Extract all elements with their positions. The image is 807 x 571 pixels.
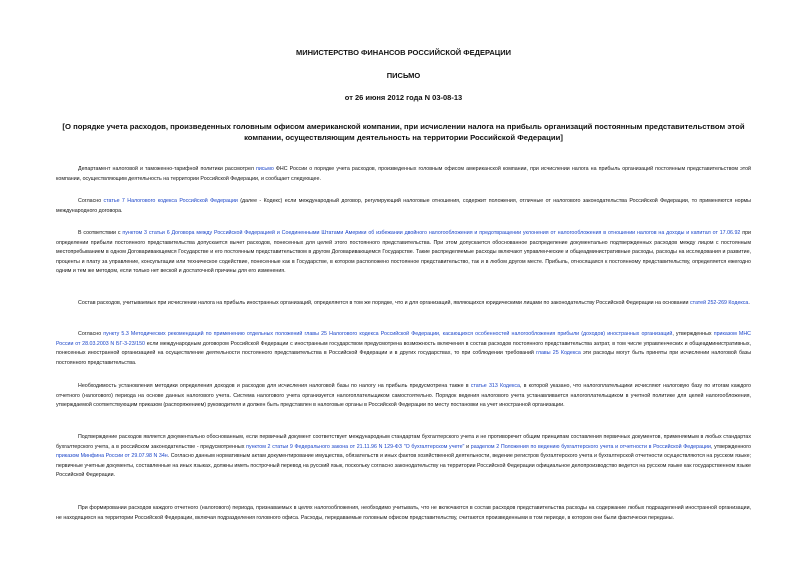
paragraph-text: и [464, 443, 471, 450]
link-federal-law-129fz[interactable]: пунктом 2 статьи 9 Федерального закона от 21.11.96 N 129-ФЗ "О бухгалтерском учете" [246, 443, 465, 450]
paragraph-text: ФНС России о порядке учета расходов, произведенных головным офисом американской компании, при исчислении налога на прибыль организаций постоянным представительством этой компании, осуществляющим деятельность на территории Российской Федерации, и сообщает следующее. [56, 166, 752, 182]
paragraph-text: (далее - Кодекс) если международный договор, регулирующий налоговые отношения, содержит положения, отличные от налогового законодательства Российской Федерации, то применяются нормы международного договора. [56, 198, 751, 214]
paragraph-text: , утвержденного [710, 443, 751, 450]
document-subject: [О порядке учета расходов, произведенных головным офисом американской компании, при исчислении налога на прибыль организаций постоянным представительством этой компании, осуществляющим деятельность на территории Российской Федерации] [62, 122, 745, 142]
paragraph-1 [56, 165, 751, 184]
link-tax-code-article-313[interactable]: статье 313 Кодекса [470, 383, 520, 390]
paragraph-text: Департамент налоговой и таможенно-тарифной политики рассмотрел [78, 166, 256, 173]
paragraph-text: эти расходы могут быть приняты при исчислении налоговой базы постоянного представительства. [56, 350, 752, 366]
link-tax-code-chapter-25[interactable]: главы 25 Кодекса [536, 350, 581, 357]
link-mns-order[interactable]: приказом МНС России от 28.03.2003 N БГ-3-23/150 [56, 331, 751, 347]
paragraph-text: Согласно [78, 331, 104, 338]
document-date-number: от 26 июня 2012 года N 03-08-13 [344, 93, 463, 102]
paragraph-text: при определении прибыли постоянного представительства допускается вычет расходов, понесенных для целей этого постоянного представительства. При этом допускается обоснованное распределение документально подтвержденных расходов между лицом с постоянным местопребыванием в одном Договаривающемся Государстве и его постоянным представительством в другом Договаривающемся Государстве. Такие распределяемые расходы включают управленческие и общеадминистративные расходы, расходы на исследования и развитие, проценты и плату за управление, консультации или техническое содействие, понесенные как в Государстве, в котором расположено постоянное представительство, так и в любом другом месте. Прибыль, относящаяся к постоянному представительству, определяется ежегодно одним и тем же методом, если только нет веской и достаточной причины для его изменения. [56, 230, 752, 275]
paragraph-text: . [748, 300, 750, 307]
paragraph-text: , в которой указано, что налогоплательщики исчисляют налоговую базу по итогам каждого отчетного (налогового) периода на основе данных налогового учета. Система налогового учета организуется налогоплательщиком самостоятельно. Порядок ведения налогового учета устанавливается налогоплательщиком в учетной политике для целей налогообложения, утверждаемой соответствующим приказом (распоряжением) руководителя и должен быть представлен в налоговые органы в Российской Федерации по месту постановки на учет иностранной организации. [56, 383, 752, 409]
paragraph-text: Необходимость установления методики определения доходов и расходов для исчисления налоговой базы по налогу на прибыль предусмотрена также в [78, 383, 471, 390]
link-fns-letter[interactable]: письмо [255, 166, 274, 173]
link-tax-code-article-7[interactable]: статье 7 Налогового кодекса Российской Федерации [103, 198, 238, 205]
document-type: ПИСЬМО [386, 71, 421, 80]
paragraph-text: . Согласно данным нормативным актам документирование имущества, обязательств и иных фактов хозяйственной деятельности, ведение регистров бухгалтерского учета и бухгалтерской отчетности осуществляются на русском языке; первичные учетные документы, составленные на иных языках, должны иметь построчный перевод на русский язык, поскольку согласно законодательству на территории Российской Федерации официальное делопроизводство ведется на русском языке как государственном языке Российской Федерации. [56, 453, 751, 479]
paragraph-5 [56, 330, 751, 368]
paragraph-text: , утвержденных [672, 331, 714, 338]
paragraph-4 [56, 299, 751, 309]
link-methodical-recommendations[interactable]: пункту 5.3 Методических рекомендаций по применению отдельных положений главы 25 Налогового кодекса Российской Федерации, касающихся особенностей налогообложения прибыли (доходов) иностранных организаций [103, 331, 673, 338]
paragraph-text: При формировании расходов каждого отчетного (налогового) периода, признаваемых в целях налогообложения, необходимо учитывать, что не включаются в состав расходов представительства расходы на содержание любых подразделений иностранной организации, не находящихся на территории Российской Федерации, включая подразделения головного офиса. Расходы, передаваемые головным офисом представительству, считаются произведенными в том периоде, в котором они были фактически переданы. [56, 505, 751, 521]
paragraph-text: Подтверждение расходов является документально обоснованным, если первичный документ соответствует международным стандартам бухгалтерского учета и не противоречит общим принципам составления первичных документов, применяемым в любых стандартах бухгалтерского учета, а в российском законодательстве - предусмотренных [56, 434, 751, 450]
paragraph-6 [56, 382, 751, 411]
paragraph-8 [56, 504, 751, 523]
link-minfin-order-34n[interactable]: приказом Минфина России от 29.07.98 N 34н [56, 453, 168, 460]
paragraph-text: Согласно [78, 198, 104, 205]
ministry-title: МИНИСТЕРСТВО ФИНАНСОВ РОССИЙСКОЙ ФЕДЕРАЦИИ [295, 48, 512, 57]
paragraph-text: В соответствии с [78, 230, 123, 237]
paragraph-7 [56, 433, 751, 481]
link-accounting-regulation-section-2[interactable]: разделом 2 Положения по ведению бухгалтерского учета и отчетности в Российской Федерации [470, 443, 711, 450]
paragraph-3 [56, 229, 751, 277]
paragraph-text: Состав расходов, учитываемых при исчислении налога на прибыль иностранных организаций, определяется в том же порядке, что и для организаций, являющихся юридическими лицами по законодательству Российской Федерации на основании [78, 300, 690, 307]
paragraph-2 [56, 197, 751, 216]
link-tax-code-articles-252-269[interactable]: статей 252-269 Кодекса [689, 300, 749, 307]
paragraph-text: если международным договором Российской Федерации с иностранным государством предусмотрена возможность включения в состав расходов постоянного представительства затрат, в том числе управленческих и общеадминистративных, понесенных иностранной организацией на осуществление деятельности постоянного представительства в Российской Федерации и в других государствах, то при соблюдении требований [56, 340, 751, 357]
link-russia-usa-treaty[interactable]: пунктом 3 статьи 6 Договора между Российской Федерацией и Соединенными Штатами Америки об избежании двойного налогообложения и предотвращении уклонения от налогообложения в отношении налогов на доходы и капитал от 17.06.92 [122, 230, 741, 237]
